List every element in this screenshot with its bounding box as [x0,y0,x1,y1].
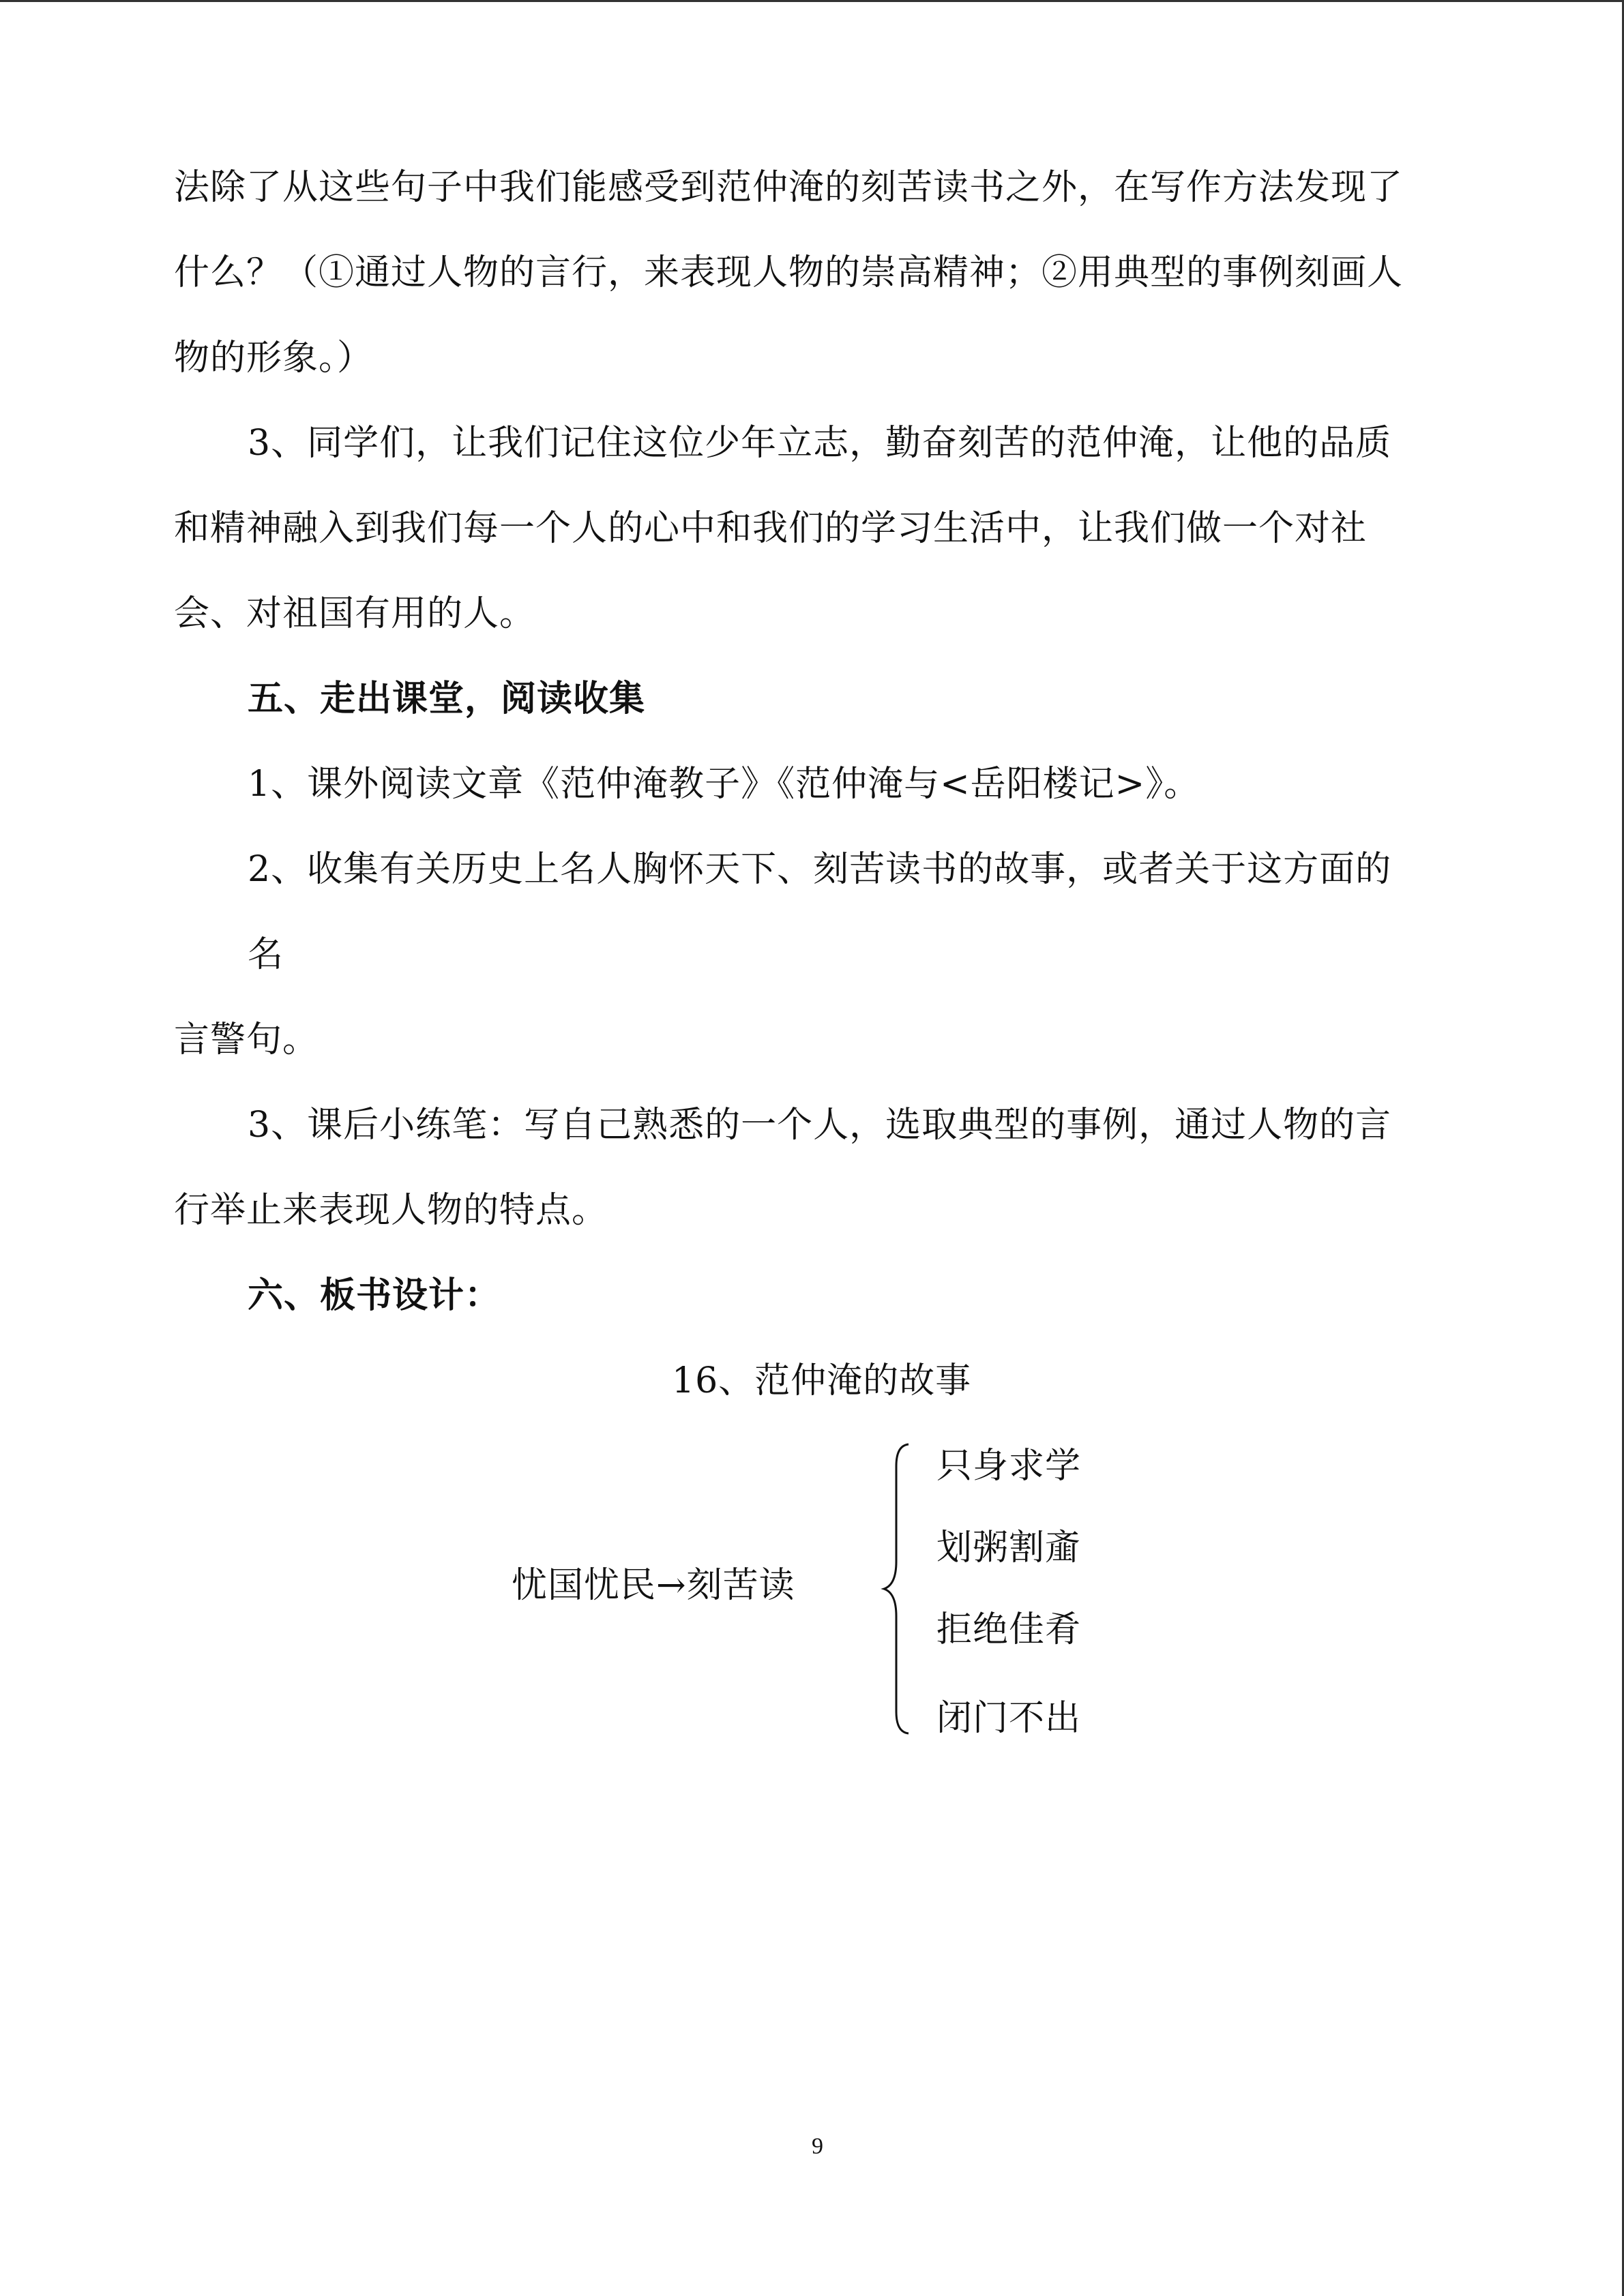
page-number: 9 [812,2134,823,2159]
list-item: 3、课后小练笔：写自己熟悉的一个人，选取典型的事例，通过人物的言 [248,1105,1392,1146]
paragraph-line: 物的形象。） [174,338,374,378]
curly-brace-icon [880,1439,921,1739]
list-item: 1、课外阅读文章《范仲淹教子》《范仲淹与<岳阳楼记>》。 [248,764,1200,805]
paragraph-line: 和精神融入到我们每一个人的心中和我们的学习生活中，让我们做一个对社 [174,508,1368,549]
board-item: 划粥割齑 [936,1527,1082,1568]
section-heading: 五、走出课堂，阅读收集 [248,679,646,719]
paragraph-line: 什么？（①通过人物的言行，来表现人物的崇高精神；②用典型的事例刻画人 [174,252,1404,293]
paragraph-line: 会、对祖国有用的人。 [174,593,536,634]
board-item: 拒绝佳肴 [936,1609,1082,1650]
list-item-continuation: 言警句。 [174,1019,319,1060]
board-item: 只身求学 [936,1446,1082,1487]
paragraph-line: 3、同学们，让我们记住这位少年立志，勤奋刻苦的范仲淹，让他的品质 [248,423,1392,464]
section-heading: 六、板书设计： [248,1275,501,1316]
board-item: 闭门不出 [936,1698,1082,1739]
board-title: 16、范仲淹的故事 [672,1360,972,1401]
list-item-continuation: 行举止来表现人物的特点。 [174,1190,608,1231]
page-border-top [0,0,1624,2]
paragraph-line: 法除了从这些句子中我们能感受到范仲淹的刻苦读书之外，在写作方法发现了 [174,167,1404,208]
list-item: 2、收集有关历史上名人胸怀天下、刻苦读书的故事，或者关于这方面的 [248,849,1392,890]
board-left-label: 忧国忧民→刻苦读 [512,1565,795,1606]
list-item-continuation: 名 [248,934,284,975]
